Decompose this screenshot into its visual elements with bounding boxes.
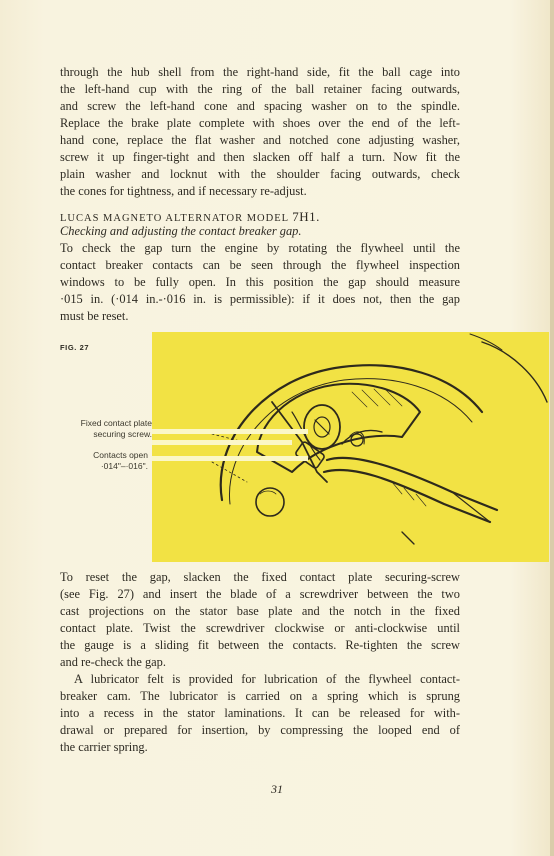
text-line: contact plate. Twist the screwdriver clockwise or anti-clockwise until: [60, 621, 460, 635]
text-line: To reset the gap, slacken the fixed contact plate securing-screw: [60, 570, 460, 584]
text-line: windows to be fully open. In this position the gap should measure: [60, 275, 460, 289]
text-line: hand cone, replace the flat washer and notched cone adjusting washer,: [60, 133, 460, 147]
text-line: plain washer and locknut with the shoulder facing outwards, check: [60, 167, 460, 181]
section-heading: [60, 209, 320, 225]
paragraph-check-gap: [60, 240, 460, 325]
text-line: into a recess in the stator laminations. It can be released for with-: [60, 706, 460, 720]
figure-contact-breaker: [152, 332, 549, 562]
text-line: A lubricator felt is provided for lubrication of the flywheel contact-: [74, 672, 460, 686]
callout-line: Contacts open: [93, 450, 148, 460]
callout-line: Fixed contact plate: [80, 418, 152, 428]
text-line: ·015 in. (·014 in.-·016 in. is permissible): if it does not, then the gap: [60, 292, 460, 306]
page-edge: [550, 0, 554, 856]
heading-prefix: LUCAS MAGNETO ALTERNATOR MODEL: [60, 213, 289, 224]
text-line: the cones for tightness, and if necessary re-adjust.: [60, 184, 307, 198]
text-line: drawal or prepared for insertion, by compressing the looped end of: [60, 723, 460, 737]
text-line: Replace the brake plate complete with shoes over the end of the left-: [60, 116, 460, 130]
paragraph-reset-gap: [60, 569, 460, 671]
text-line: the gauge is a sliding fit between the contacts. Re-tighten the screw: [60, 638, 460, 652]
text-line: To check the gap turn the engine by rotating the flywheel until the: [60, 241, 460, 255]
text-line: and screw the left-hand cone and spacing washer on to the spindle.: [60, 99, 460, 113]
paragraph-lubricator: [60, 671, 460, 756]
callout-stripe: [152, 440, 292, 445]
text-line: and re-check the gap.: [60, 655, 166, 669]
heading-model: 7H1.: [292, 209, 320, 224]
callout-fixed-contact-plate: [30, 418, 152, 440]
figure-label: FIG. 27: [60, 343, 90, 352]
text-line: contact breaker contacts can be seen through the flywheel inspection: [60, 258, 460, 272]
paragraph-hub-assembly: [60, 64, 460, 200]
callout-stripe: [152, 456, 308, 461]
callout-line: ·014"–·016".: [100, 461, 148, 471]
text-line: cast projections on the stator base plate and the notch in the fixed: [60, 604, 460, 618]
callout-stripe: [152, 429, 308, 434]
text-line: the left-hand cup with the ring of the ball retainer facing outwards,: [60, 82, 460, 96]
contact-breaker-illustration: [152, 332, 549, 562]
text-line: through the hub shell from the right-hand side, fit the ball cage into: [60, 65, 460, 79]
section-subheading: Checking and adjusting the contact breaker gap.: [60, 224, 302, 238]
callout-line: securing screw.: [93, 429, 152, 439]
text-line: screw it up finger-tight and then slacken off half a turn. Now fit the: [60, 150, 460, 164]
text-line: the carrier spring.: [60, 740, 148, 754]
text-line: must be reset.: [60, 309, 129, 323]
text-line: breaker cam. The lubricator is carried on a spring which is sprung: [60, 689, 460, 703]
callout-contacts-open: [30, 450, 148, 472]
text-line: (see Fig. 27) and insert the blade of a screwdriver between the two: [60, 587, 460, 601]
page-number: 31: [271, 782, 283, 796]
